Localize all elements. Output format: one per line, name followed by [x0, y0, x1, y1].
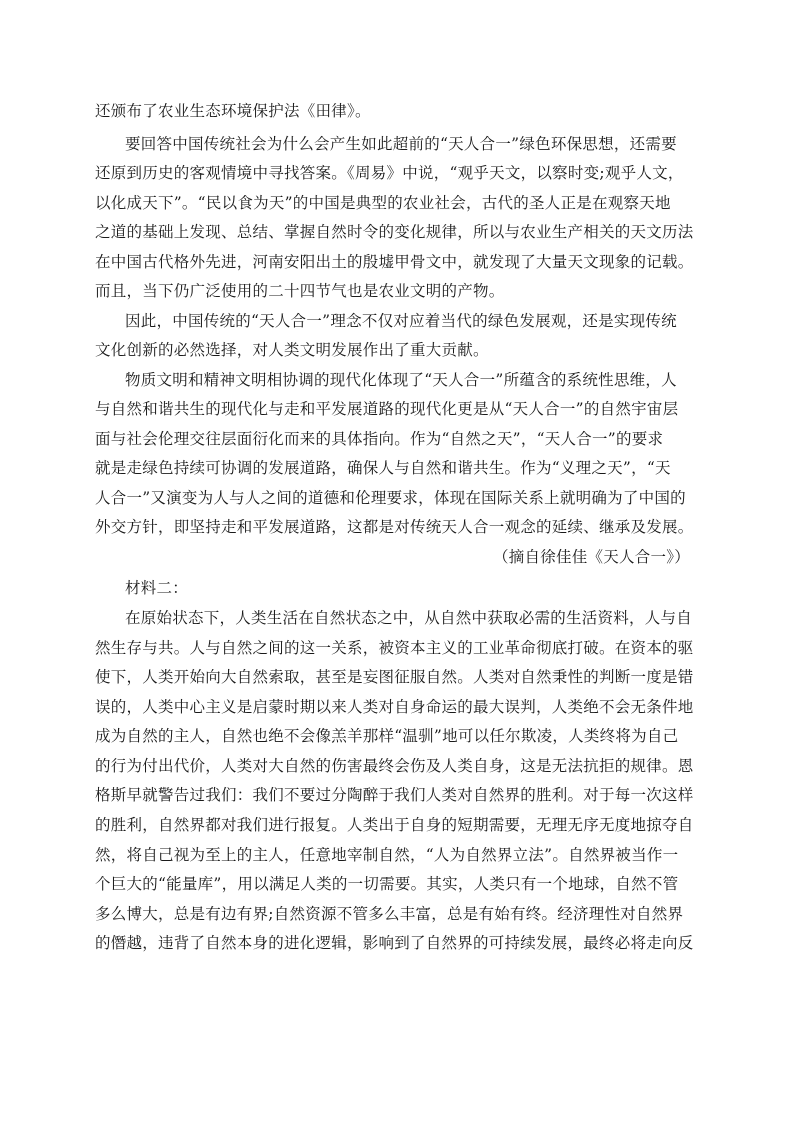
text-line: 然，将自己视为至上的主人，任意地宰制自然，“人为自然界立法”。自然界被当作一	[95, 846, 679, 864]
text-line: 的僭越，违背了自然本身的进化逻辑，影响到了自然界的可持续发展，最终必将走向反	[95, 934, 694, 952]
paragraph-start-line: 因此，中国传统的“天人合一”理念不仅对应着当代的绿色发展观，还是实现传统	[125, 312, 677, 330]
text-line: 的胜利，自然界都对我们进行报复。人类出于自身的短期需要，无理无序无度地掠夺自	[95, 816, 694, 834]
source-citation: （摘自徐佳佳《天人合一》）	[492, 548, 690, 566]
text-line: 成为自然的主人，自然也绝不会像羔羊那样“温驯”地可以任尔欺凌，人类终将为自己	[95, 727, 679, 745]
text-line: 个巨大的“能量库”，用以满足人类的一切需要。其实，人类只有一个地球，自然不管	[95, 875, 679, 893]
text-line: 以化成天下”。“民以食为天”的中国是典型的农业社会，古代的圣人正是在观察天地	[95, 194, 671, 212]
paragraph-start-line: 在原始状态下，人类生活在自然状态之中，从自然中获取必需的生活资料，人与自	[125, 609, 693, 627]
text-line: 而且，当下仍广泛使用的二十四节气也是农业文明的产物。	[95, 282, 505, 300]
paragraph-start-line: 要回答中国传统社会为什么会产生如此超前的“天人合一”绿色环保思想，还需要	[125, 135, 677, 153]
text-line: 然生存与共。人与自然之间的这一关系，被资本主义的工业革命彻底打破。在资本的驱	[95, 639, 694, 657]
text-line: 面与社会伦理交往层面衍化而来的具体指向。作为“自然之天”，“天人合一”的要求	[95, 430, 664, 448]
text-line: 格斯早就警告过我们：我们不要过分陶醉于我们人类对自然界的胜利。对于每一次这样	[95, 786, 694, 804]
text-line: 多么博大，总是有边有界;自然资源不管多么丰富，总是有始有终。经济理性对自然界	[95, 905, 684, 923]
text-line: 还颁布了农业生态环境保护法《田律》。	[95, 102, 371, 120]
paragraph-start-line: 物质文明和精神文明相协调的现代化体现了“天人合一”所蕴含的系统性思维，人	[125, 371, 677, 389]
text-line: 使下，人类开始向大自然索取，甚至是妄图征服自然。人类对自然秉性的判断一度是错	[95, 668, 694, 686]
text-line: 与自然和谐共生的现代化与走和平发展道路的现代化更是从“天人合一”的自然宇宙层	[95, 400, 679, 418]
section-heading: 材料二：	[125, 579, 189, 597]
text-line: 就是走绿色持续可协调的发展道路，确保人与自然和谐共生。作为“义理之天”，“天	[95, 459, 671, 477]
text-line: 外交方针，即坚持走和平发展道路，这都是对传统天人合一观念的延续、继承及发展。	[95, 518, 694, 536]
text-line: 还原到历史的客观情境中寻找答案。《周易》中说，“观乎天文，以察时变;观乎人文，	[95, 164, 684, 182]
text-line: 人合一”又演变为人与人之间的道德和伦理要求，体现在国际关系上就明确为了中国的	[95, 489, 686, 507]
text-line: 误的，人类中心主义是启蒙时期以来人类对自身命运的最大误判，人类绝不会无条件地	[95, 698, 694, 716]
text-line: 文化创新的必然选择，对人类文明发展作出了重大贡献。	[95, 341, 489, 359]
text-line: 之道的基础上发现、总结、掌握自然时令的变化规律，所以与农业生产相关的天文历法	[95, 223, 694, 241]
text-line: 的行为付出代价，人类对大自然的伤害最终会伤及人类自身，这是无法抗拒的规律。恩	[95, 757, 694, 775]
text-line: 在中国古代格外先进，河南安阳出土的殷墟甲骨文中，就发现了大量天文现象的记载。	[95, 253, 694, 271]
